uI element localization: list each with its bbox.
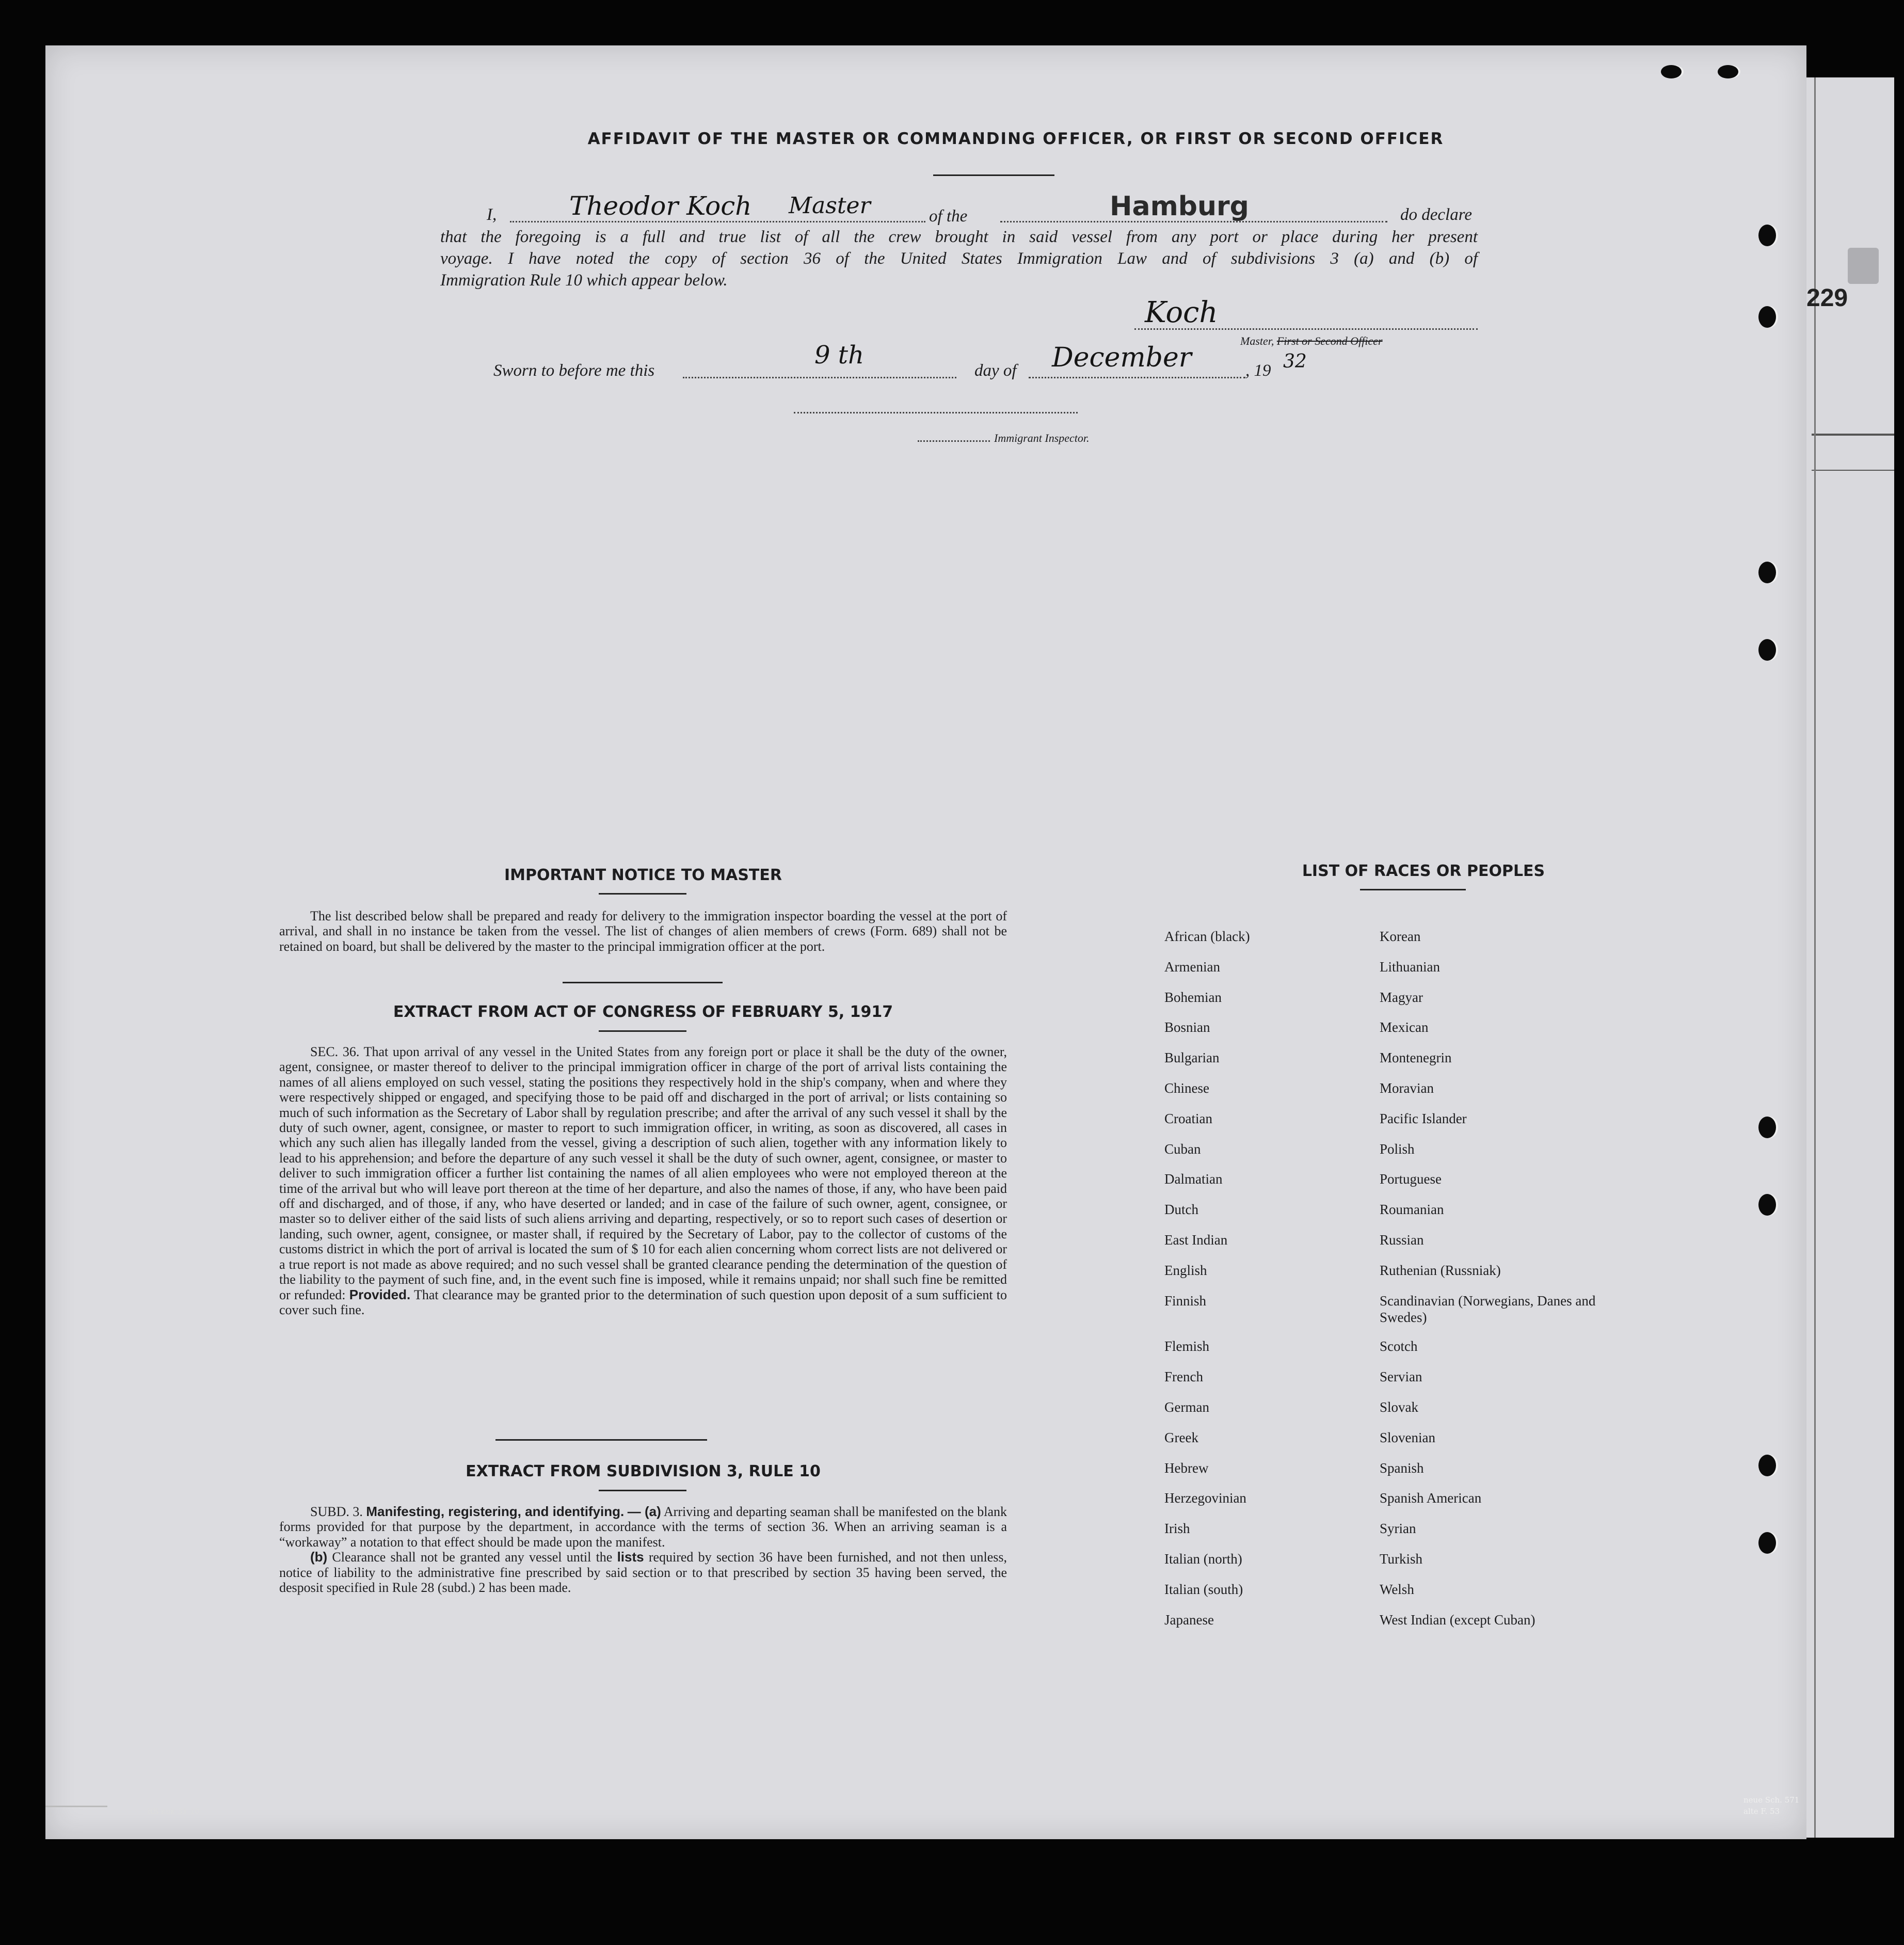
inspector-label-line <box>918 440 990 442</box>
race-item: Servian <box>1380 1369 1422 1385</box>
punch-hole <box>1758 225 1776 246</box>
sheet-margin-line <box>1814 77 1816 1838</box>
race-item: Korean <box>1380 929 1421 944</box>
signer-title <box>1240 334 1383 348</box>
punch-hole <box>1718 65 1738 78</box>
punch-hole <box>1758 1532 1776 1554</box>
master-name: Theodor Koch <box>569 191 752 221</box>
race-item: Scotch <box>1380 1338 1418 1354</box>
vessel-name-stamp: Hamburg <box>1110 191 1249 222</box>
race-item: Irish <box>1164 1521 1190 1537</box>
race-item: Bosnian <box>1164 1019 1210 1035</box>
declaration-line-1: that the foregoing is a full and true list of all the crew brought in said vessel from any port or place during her present <box>440 228 1478 246</box>
part-b-label: (b) <box>310 1549 328 1565</box>
sworn-label: Sworn to before me this <box>493 361 655 380</box>
master-signature: Koch <box>1145 296 1218 329</box>
act-body: SEC. 36. That upon arrival of any vessel in the United States from any foreign port or place it shall be the duty of the owner, agent, consignee, or master thereof to deliver to the principal immigration officer in charge of the port of arrival lists containing the names of all aliens employed on such vessel, stating the positions they respectively hold in the ship's company, when and where they were respectively shipped or engaged, and specifying those to be paid off and discharged in the port of arrival; or lists containing so much of such information as the Secretary of Labor shall by regulation prescribe; and after the arrival of any such vessel it shall by the duty of such owner, agent, consignee, or master to report to such immigration officer, in writing, as soon as discovered, all cases in which any such alien has illegally landed from the vessel, giving a description of such alien, together with any information likely to lead to his apprehension; and before the departure of any such vessel it shall be the duty of such owner, agent, consignee, or master to deliver to such immigration officer a further list containing the names of all alien employees who were not employed thereon at the time of the arrival but who will leave port thereon at the time of her departure, and also the names of those, if any, who have been paid off and discharged, and of those, if any, who have deserted or landed; and in case of the failure of such owner, agent, consignee, or master so to deliver either of the said lists of such aliens arriving and departing, respectively, or so to report such cases of desertion or landing, such owner, agent, consignee, or master shall, if required by the Secretary of Labor, pay to the collector of customs of the customs district in which the port of arrival is located the sum of $ 10 for each alien concerning whom correct lists are not delivered or a true report is not made as above required; and no such vessel shall be granted clearance pending the determination of the question of the liability to the payment of such fine, and, in the event such fine is imposed, while it remains unpaid; nor shall such fine be remitted or refunded: <box>279 1044 1007 1302</box>
race-item: Bulgarian <box>1164 1050 1220 1066</box>
manifest-page <box>45 45 1806 1839</box>
race-item: English <box>1164 1262 1207 1278</box>
race-item: Italian (north) <box>1164 1551 1242 1567</box>
race-item: Syrian <box>1380 1521 1416 1537</box>
archive-ref-2: alte F. 53 <box>1743 1807 1780 1816</box>
race-item: Turkish <box>1380 1551 1423 1567</box>
race-item: Armenian <box>1164 959 1220 975</box>
punch-hole <box>1758 1117 1776 1138</box>
sworn-day: 9 th <box>814 341 864 370</box>
race-item: Montenegrin <box>1380 1050 1452 1066</box>
rule-heading: EXTRACT FROM SUBDIVISION 3, RULE 10 <box>466 1462 821 1480</box>
punch-hole <box>1758 1194 1776 1216</box>
subd-prefix: SUBD. 3. <box>310 1504 363 1519</box>
part-a-text: Arriving and departing seaman shall be manifested on the blank forms provided for that purpose by the department, in accordance with the terms of section 36. When an arriving seaman is a “workaway” a notation to that effect should be made upon the manifest. <box>279 1504 1007 1550</box>
race-item: Pacific Islander <box>1380 1110 1467 1126</box>
race-item: West Indian (except Cuban) <box>1380 1612 1535 1628</box>
race-item: Moravian <box>1380 1080 1434 1096</box>
sworn-year: 32 <box>1283 351 1307 372</box>
do-declare-label: do declare <box>1400 205 1472 224</box>
day-of-label: day of <box>974 361 1017 380</box>
punch-hole <box>1758 639 1776 661</box>
race-item: Flemish <box>1164 1338 1210 1354</box>
affidavit-heading: AFFIDAVIT OF THE MASTER OR COMMANDING OFFICER, OR FIRST OR SECOND OFFICER <box>587 130 1444 148</box>
race-item: Polish <box>1380 1141 1415 1157</box>
race-item: African (black) <box>1164 929 1250 944</box>
part-b-text: Clearance shall not be granted any vessel until the <box>332 1550 613 1565</box>
race-item: Scandinavian (Norwegians, Danes and Swedes) <box>1380 1293 1596 1325</box>
edge-mark <box>45 1806 107 1807</box>
race-item: Italian (south) <box>1164 1581 1243 1597</box>
notice-divider <box>599 893 686 895</box>
declaration-line-2: voyage. I have noted the copy of section 36 of the United States Immigration Law and of subdivisions 3 (a) and (b) of <box>440 249 1478 268</box>
race-item: Cuban <box>1164 1141 1201 1157</box>
races-divider <box>1360 889 1466 890</box>
rule-divider <box>599 1490 686 1491</box>
subd-title: Manifesting, registering, and identifying. <box>366 1504 625 1519</box>
of-the-label: of the <box>929 207 968 226</box>
proviso-label: Provided. <box>349 1286 411 1302</box>
part-b-lists: lists <box>617 1549 644 1565</box>
race-item: German <box>1164 1399 1209 1415</box>
race-item: Herzegovinian <box>1164 1490 1246 1506</box>
races-heading: LIST OF RACES OR PEOPLES <box>1302 862 1545 880</box>
rule-part-a <box>279 1504 1007 1550</box>
race-item: Lithuanian <box>1380 959 1440 975</box>
race-item: Magyar <box>1380 989 1423 1005</box>
rule-text <box>279 1504 1007 1595</box>
race-item: Hebrew <box>1164 1460 1209 1476</box>
race-item: Welsh <box>1380 1581 1414 1597</box>
sworn-day-line <box>683 377 956 378</box>
race-item: Slovenian <box>1380 1429 1435 1445</box>
signer-title-master: Master, <box>1240 334 1274 347</box>
heading-divider <box>933 174 1054 176</box>
faded-stamp <box>1848 248 1879 284</box>
master-rank: Master <box>789 193 871 219</box>
archive-ref-1: neue Sch. 571 <box>1743 1795 1800 1805</box>
proviso-text: That clearance may be granted prior to the determination of such question upon deposit of a sum sufficient to cover such fine. <box>279 1287 1007 1317</box>
race-item: Mexican <box>1380 1019 1429 1035</box>
form-code: RB kak 31 10 <box>147 1807 200 1816</box>
race-item: Dutch <box>1164 1202 1198 1218</box>
act-divider <box>599 1030 686 1032</box>
signer-title-struck: First or Second Officer <box>1276 334 1383 347</box>
race-item: Russian <box>1380 1232 1424 1248</box>
punch-hole <box>1661 65 1682 78</box>
punch-hole <box>1758 1455 1776 1476</box>
part-b-text: required by section 36 have been furnished, and not then unless, notice of liability to the administrative fine prescribed by said section or to that prescribed by section 35 having been served, the desposit specified in Rule 28 (subd.) 2 has been made. <box>279 1550 1007 1596</box>
punch-hole <box>1758 306 1776 328</box>
race-item: Slovak <box>1380 1399 1419 1415</box>
race-item: Bohemian <box>1164 989 1222 1005</box>
sheet-page-number: 229 <box>1806 284 1848 312</box>
sworn-month: December <box>1052 342 1192 373</box>
race-item: Croatian <box>1164 1110 1212 1126</box>
inspector-label: Immigrant Inspector. <box>994 432 1090 444</box>
year-prefix: , 19 <box>1245 361 1271 380</box>
race-item: Ruthenian (Russniak) <box>1380 1262 1501 1278</box>
race-item: French <box>1164 1369 1203 1385</box>
name-line <box>510 221 925 222</box>
inspector-signature-line <box>794 412 1078 413</box>
act-text <box>279 1044 1007 1317</box>
section-divider <box>495 1439 707 1441</box>
act-heading: EXTRACT FROM ACT OF CONGRESS OF FEBRUARY 5, 1917 <box>393 1003 893 1021</box>
act-paragraph <box>279 1044 1007 1317</box>
race-item: Portuguese <box>1380 1171 1442 1187</box>
sworn-month-line <box>1029 377 1245 378</box>
part-a-label: — (a) <box>627 1504 661 1519</box>
rule-part-b <box>279 1550 1007 1595</box>
section-divider <box>563 982 723 983</box>
sheet-rule <box>1812 470 1894 471</box>
race-item: Roumanian <box>1380 1202 1444 1218</box>
pronoun: I, <box>487 205 497 224</box>
notice-text <box>279 908 1007 954</box>
sheet-rule <box>1812 434 1894 436</box>
race-item: Spanish <box>1380 1460 1424 1476</box>
race-item: East Indian <box>1164 1232 1228 1248</box>
race-item: Dalmatian <box>1164 1171 1223 1187</box>
race-item: Finnish <box>1164 1293 1207 1309</box>
notice-paragraph: The list described below shall be prepared and ready for delivery to the immigration inspector boarding the vessel at the port of arrival, and shall in no instance be taken from the vessel. The list of changes of alien members of crews (Form. 689) shall not be retained on board, but shall be delivered by the master to the principal immigration officer at the port. <box>279 908 1007 954</box>
race-item: Spanish American <box>1380 1490 1482 1506</box>
race-item: Japanese <box>1164 1612 1214 1628</box>
notice-heading: IMPORTANT NOTICE TO MASTER <box>504 866 782 884</box>
punch-hole <box>1758 562 1776 583</box>
declaration-line-3: Immigration Rule 10 which appear below. <box>440 271 728 290</box>
race-item: Greek <box>1164 1429 1198 1445</box>
race-item: Chinese <box>1164 1080 1209 1096</box>
